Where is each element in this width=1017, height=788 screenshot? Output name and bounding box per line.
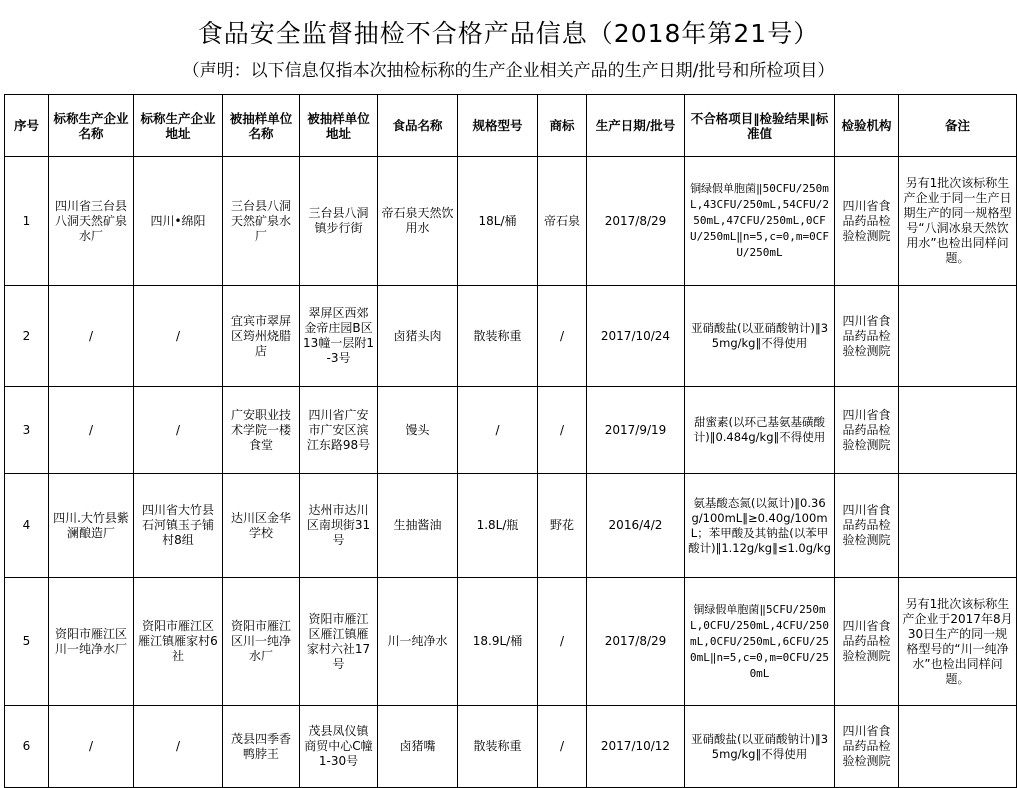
header-sampled-unit: 被抽样单位名称 — [223, 95, 300, 157]
header-spec: 规格型号 — [458, 95, 538, 157]
cell-sampled-unit: 广安职业技术学院一楼食堂 — [223, 387, 300, 474]
cell-sampled-address: 四川省广安市广安区滨江东路98号 — [300, 387, 378, 474]
cell-sampled-address: 三台县八洞镇步行街 — [300, 157, 378, 286]
cell-producer-address: / — [134, 706, 223, 788]
header-sampled-address: 被抽样单位地址 — [300, 95, 378, 157]
header-unqualified-item: 不合格项目‖检验结果‖标准值 — [685, 95, 835, 157]
cell-unqualified-item: 铜绿假单胞菌‖50CFU/250mL,43CFU/250mL,54CFU/250mL,47CFU/250mL,0CFU/250mL‖n=5,c=0,m=0CFU/250mL — [685, 157, 835, 286]
cell-brand: / — [538, 387, 587, 474]
cell-producer-name: / — [49, 387, 134, 474]
cell-producer-name: 四川.大竹县紫澜酿造厂 — [49, 474, 134, 578]
cell-remarks: 另有1批次该标称生产企业于同一生产日期生产的同一规格型号“八洞冰泉天然饮用水”也检出同样问题。 — [899, 157, 1017, 286]
cell-spec: 18L/桶 — [458, 157, 538, 286]
header-date: 生产日期/批号 — [587, 95, 685, 157]
cell-food-name: 生抽酱油 — [378, 474, 458, 578]
table-row — [5, 578, 1017, 706]
cell-sampled-unit: 宜宾市翠屏区筠州烧腊店 — [223, 286, 300, 387]
cell-unqualified-item: 氨基酸态氮(以氮计)‖0.36g/100mL‖≥0.40g/100mL；苯甲酸及其钠盐(以苯甲酸计)‖1.12g/kg‖≤1.0g/kg — [685, 474, 835, 578]
cell-sampled-address: 翠屏区西郊金帝庄园B区13幢一层附1-3号 — [300, 286, 378, 387]
cell-remarks — [899, 286, 1017, 387]
cell-producer-address: / — [134, 286, 223, 387]
header-brand: 商标 — [538, 95, 587, 157]
cell-remarks — [899, 474, 1017, 578]
cell-brand: / — [538, 706, 587, 788]
cell-date: 2017/10/12 — [587, 706, 685, 788]
header-producer-name: 标称生产企业名称 — [49, 95, 134, 157]
cell-lab: 四川省食品药品检验检测院 — [835, 474, 899, 578]
cell-sampled-unit: 达川区金华学校 — [223, 474, 300, 578]
cell-lab: 四川省食品药品检验检测院 — [835, 286, 899, 387]
table-row — [5, 286, 1017, 387]
table-row — [5, 474, 1017, 578]
cell-brand: 野花 — [538, 474, 587, 578]
cell-date: 2016/4/2 — [587, 474, 685, 578]
cell-seq: 4 — [5, 474, 49, 578]
cell-food-name: 卤猪头肉 — [378, 286, 458, 387]
header-food-name: 食品名称 — [378, 95, 458, 157]
cell-sampled-address: 达州市达川区南坝街31号 — [300, 474, 378, 578]
cell-date: 2017/10/24 — [587, 286, 685, 387]
cell-producer-name: / — [49, 286, 134, 387]
cell-food-name: 川一纯净水 — [378, 578, 458, 706]
cell-producer-name: 四川省三台县八洞天然矿泉水厂 — [49, 157, 134, 286]
header-seq: 序号 — [5, 95, 49, 157]
header-producer-address: 标称生产企业地址 — [134, 95, 223, 157]
cell-lab: 四川省食品药品检验检测院 — [835, 578, 899, 706]
cell-unqualified-item: 甜蜜素(以环己基氨基磺酸计)‖0.484g/kg‖不得使用 — [685, 387, 835, 474]
cell-sampled-address: 资阳市雁江区雁江镇雁家村六社17号 — [300, 578, 378, 706]
cell-spec: 散装称重 — [458, 706, 538, 788]
cell-producer-name: 资阳市雁江区川一纯净水厂 — [49, 578, 134, 706]
cell-food-name: 帝石泉天然饮用水 — [378, 157, 458, 286]
cell-seq: 5 — [5, 578, 49, 706]
table-row — [5, 706, 1017, 788]
cell-producer-name: / — [49, 706, 134, 788]
cell-sampled-address: 茂县凤仪镇商贸中心C幢1-30号 — [300, 706, 378, 788]
cell-date: 2017/9/19 — [587, 387, 685, 474]
cell-lab: 四川省食品药品检验检测院 — [835, 387, 899, 474]
cell-remarks: 另有1批次该标称生产企业于2017年8月30日生产的同一规格型号的“川一纯净水”也检出同样问题。 — [899, 578, 1017, 706]
cell-producer-address: / — [134, 387, 223, 474]
cell-brand: / — [538, 578, 587, 706]
cell-unqualified-item: 亚硝酸盐(以亚硝酸钠计)‖35mg/kg‖不得使用 — [685, 286, 835, 387]
unqualified-products-table — [4, 94, 1017, 788]
cell-unqualified-item: 铜绿假单胞菌‖5CFU/250mL,0CFU/250mL,4CFU/250mL,0CFU/250mL,6CFU/250mL‖n=5,c=0,m=0CFU/250mL — [685, 578, 835, 706]
cell-food-name: 馒头 — [378, 387, 458, 474]
cell-brand: 帝石泉 — [538, 157, 587, 286]
cell-sampled-unit: 资阳市雁江区川一纯净水厂 — [223, 578, 300, 706]
cell-producer-address: 四川省大竹县石河镇玉子铺村8组 — [134, 474, 223, 578]
cell-spec: / — [458, 387, 538, 474]
cell-remarks — [899, 387, 1017, 474]
cell-spec: 1.8L/瓶 — [458, 474, 538, 578]
cell-spec: 散装称重 — [458, 286, 538, 387]
cell-seq: 3 — [5, 387, 49, 474]
cell-producer-address: 四川•绵阳 — [134, 157, 223, 286]
header-remarks: 备注 — [899, 95, 1017, 157]
cell-lab: 四川省食品药品检验检测院 — [835, 706, 899, 788]
document-title: 食品安全监督抽检不合格产品信息（2018年第21号） — [197, 19, 820, 48]
cell-sampled-unit: 茂县四季香鸭脖王 — [223, 706, 300, 788]
cell-date: 2017/8/29 — [587, 578, 685, 706]
header-lab: 检验机构 — [835, 95, 899, 157]
cell-seq: 1 — [5, 157, 49, 286]
cell-sampled-unit: 三台县八洞天然矿泉水厂 — [223, 157, 300, 286]
cell-remarks — [899, 706, 1017, 788]
cell-spec: 18.9L/桶 — [458, 578, 538, 706]
cell-seq: 6 — [5, 706, 49, 788]
cell-unqualified-item: 亚硝酸盐(以亚硝酸钠计)‖35mg/kg‖不得使用 — [685, 706, 835, 788]
cell-producer-address: 资阳市雁江区雁江镇雁家村6社 — [134, 578, 223, 706]
cell-date: 2017/8/29 — [587, 157, 685, 286]
table-row — [5, 157, 1017, 286]
table-header-row — [5, 95, 1017, 157]
cell-brand: / — [538, 286, 587, 387]
cell-lab: 四川省食品药品检验检测院 — [835, 157, 899, 286]
document-subtitle: （声明：以下信息仅指本次抽检标称的生产企业相关产品的生产日期/批号和所检项目） — [182, 61, 835, 81]
cell-seq: 2 — [5, 286, 49, 387]
table-row — [5, 387, 1017, 474]
cell-food-name: 卤猪嘴 — [378, 706, 458, 788]
